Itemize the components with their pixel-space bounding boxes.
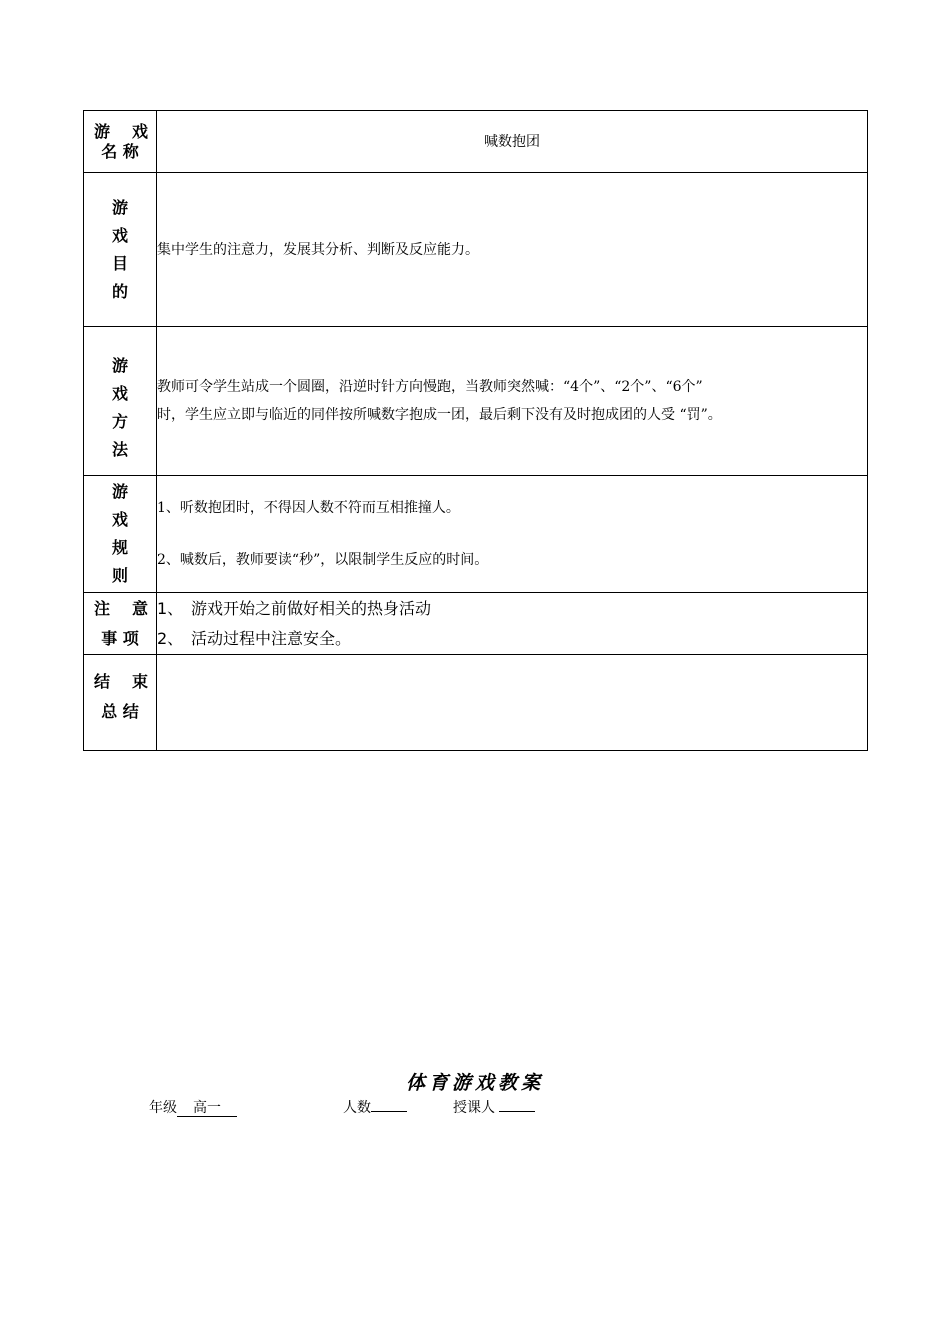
game-plan-table <box>83 110 868 751</box>
count-label: 人数 <box>343 1100 371 1116</box>
label-char: 的 <box>111 281 128 301</box>
game-method-row <box>84 327 868 476</box>
label-char: 戏 <box>111 510 128 529</box>
note-number: 2、 <box>157 628 184 648</box>
note-number: 1、 <box>157 598 184 618</box>
label-char: 则 <box>111 566 128 585</box>
label-char: 戏 <box>111 225 128 245</box>
notes-text <box>157 593 868 655</box>
label-char: 戏 <box>111 384 128 403</box>
label-char: 游 <box>111 197 128 217</box>
game-method-label <box>84 327 157 476</box>
grade-value: 高一 <box>177 1100 237 1117</box>
next-page-title: 体育游戏教案 <box>405 1072 544 1094</box>
count-field <box>343 1097 407 1117</box>
grade-field <box>149 1097 237 1117</box>
label-line: 事 项 <box>101 628 139 648</box>
notes-row <box>84 593 868 655</box>
label-char: 意 <box>131 598 148 618</box>
label-char: 游 <box>111 356 128 375</box>
teacher-label: 授课人 <box>453 1100 495 1116</box>
label-char: 注 <box>94 598 111 618</box>
note-item <box>157 594 867 624</box>
summary-text <box>157 655 868 751</box>
label-char: 法 <box>111 440 128 459</box>
game-rules-row <box>84 476 868 593</box>
teacher-value <box>499 1111 535 1112</box>
summary-label <box>84 655 157 751</box>
game-purpose-label <box>84 173 157 327</box>
method-line: 教师可令学生站成一个圆圈，沿逆时针方向慢跑，当教师突然喊：“4个”、“2个”、“6个” <box>157 379 703 395</box>
game-name-label <box>84 111 157 173</box>
label-char: 束 <box>131 672 148 691</box>
game-name-row <box>84 111 868 173</box>
teacher-field <box>453 1097 535 1117</box>
label-char: 游 <box>111 482 128 501</box>
game-rules-label <box>84 476 157 593</box>
label-char: 规 <box>111 538 128 557</box>
rule-item: 2、喊数后，教师要读“秒”，以限制学生反应的时间。 <box>157 552 489 568</box>
label-char: 方 <box>111 412 128 431</box>
label-char: 游 <box>94 121 111 141</box>
game-purpose-text: 集中学生的注意力，发展其分析、判断及反应能力。 <box>157 173 868 327</box>
grade-label: 年级 <box>149 1100 177 1116</box>
note-text: 游戏开始之前做好相关的热身活动 <box>191 598 432 618</box>
note-text: 活动过程中注意安全。 <box>191 628 352 648</box>
label-char: 戏 <box>131 121 148 141</box>
summary-row <box>84 655 868 751</box>
rule-item: 1、听数抱团时，不得因人数不符而互相推撞人。 <box>157 500 460 516</box>
game-name-value: 喊数抱团 <box>157 111 868 173</box>
notes-label <box>84 593 157 655</box>
label-line: 名 称 <box>101 141 139 161</box>
note-item <box>157 624 867 654</box>
label-char: 结 <box>94 672 111 691</box>
count-value <box>371 1111 407 1112</box>
game-purpose-row <box>84 173 868 327</box>
label-char: 目 <box>111 253 128 273</box>
game-rules-text <box>157 476 868 593</box>
game-method-text <box>157 327 868 476</box>
method-line: 时，学生应立即与临近的同伴按所喊数字抱成一团，最后剩下没有及时抱成团的人受 “罚”。 <box>157 407 722 423</box>
label-line: 总 结 <box>101 702 139 721</box>
